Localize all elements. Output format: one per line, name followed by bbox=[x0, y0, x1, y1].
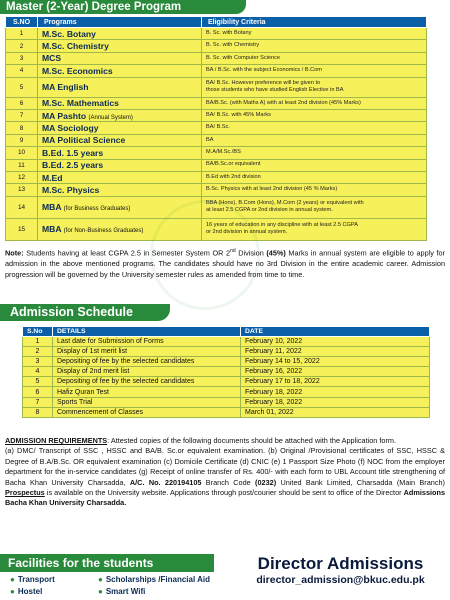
program-name-cell bbox=[38, 147, 202, 159]
program-sno: 8 bbox=[6, 122, 38, 134]
program-sno: 11 bbox=[6, 159, 38, 171]
program-sno: 12 bbox=[6, 171, 38, 183]
eligibility-line: BA/ B.Sc. with 45% Marks bbox=[206, 111, 271, 118]
schedule-header-date: DATE bbox=[241, 327, 430, 337]
program-sno: 14 bbox=[6, 196, 38, 218]
eligibility-line: B. Sc. with Chemistry bbox=[206, 42, 260, 49]
eligibility-line: BA/B.Sc.or equivalent bbox=[206, 161, 261, 168]
program-name: MBA bbox=[42, 224, 62, 235]
bullet-icon: ● bbox=[98, 575, 103, 584]
schedule-sno: 2 bbox=[23, 347, 53, 357]
note-percent: (45%) bbox=[266, 248, 286, 258]
program-name: MBA bbox=[42, 202, 62, 213]
schedule-detail: Hafiz Quran Test bbox=[53, 387, 241, 397]
schedule-detail: Depositing of fee by the selected candidates bbox=[53, 357, 241, 367]
program-name: B.Ed. 2.5 years bbox=[42, 160, 104, 171]
facilities-header: Facilities for the students bbox=[0, 554, 214, 572]
eligibility-cell bbox=[202, 171, 427, 183]
program-row bbox=[6, 184, 427, 196]
eligibility-line: M.A/M.Sc./BS bbox=[206, 149, 241, 156]
eligibility-line: BA bbox=[206, 136, 214, 143]
eligibility-line: 16 years of education in any discipline with at least 2.5 CGPA bbox=[206, 221, 358, 228]
program-name: MA Political Science bbox=[42, 135, 126, 146]
admissions-office: Admissions Bacha Khan University Charsadda. bbox=[5, 488, 445, 508]
director-email[interactable]: director_admission@bkuc.edu.pk bbox=[256, 574, 425, 586]
note-sup: nd bbox=[230, 248, 236, 254]
program-subtitle: (Annual System) bbox=[88, 114, 133, 121]
eligibility-cell bbox=[202, 65, 427, 77]
eligibility-cell bbox=[202, 159, 427, 171]
program-name: MA Pashto bbox=[42, 110, 87, 121]
column-header-eligibility: Eligibility Criteria bbox=[202, 17, 427, 28]
requirements-body-3: United Bank Limited, Charsadda (Main Branch) bbox=[276, 477, 445, 487]
program-sno: 3 bbox=[6, 52, 38, 64]
program-name: MA Sociology bbox=[42, 123, 99, 134]
requirements-intro: : Attested copies of the following documents should be attached with the Application form. bbox=[107, 436, 396, 445]
schedule-row bbox=[23, 347, 430, 357]
schedule-date: February 10, 2022 bbox=[241, 337, 430, 347]
program-subtitle: (for Non-Business Graduates) bbox=[63, 228, 144, 235]
program-name: M.Sc. Botany bbox=[42, 28, 96, 39]
column-header-sno: S.NO bbox=[6, 17, 38, 28]
eligibility-line: BA / B.Sc. with the subject Economics / B.Com bbox=[206, 67, 322, 74]
eligibility-cell bbox=[202, 97, 427, 109]
schedule-header-details: DETAILS bbox=[53, 327, 241, 337]
facility-item-wifi bbox=[98, 587, 145, 596]
program-row bbox=[6, 147, 427, 159]
schedule-detail: Last date for Submission of Forms bbox=[53, 337, 241, 347]
eligibility-line: B.Ed with 2nd division bbox=[206, 173, 261, 180]
program-name: B.Ed. 1.5 years bbox=[42, 147, 104, 158]
schedule-date: February 18, 2022 bbox=[241, 387, 430, 397]
schedule-date: March 01, 2022 bbox=[241, 407, 430, 417]
schedule-section-header: Admission Schedule bbox=[0, 304, 170, 321]
program-row bbox=[6, 52, 427, 64]
eligibility-note bbox=[5, 246, 445, 280]
schedule-table bbox=[22, 326, 430, 418]
program-sno: 13 bbox=[6, 184, 38, 196]
column-header-programs: Programs bbox=[38, 17, 202, 28]
schedule-sno: 8 bbox=[23, 407, 53, 417]
eligibility-line: BA/B.Sc. (with Maths A) with at least 2nd division (45% Marks) bbox=[206, 99, 361, 106]
program-name-cell bbox=[38, 65, 202, 77]
schedule-header-sno: S.No bbox=[23, 327, 53, 337]
facility-label: Transport bbox=[17, 575, 55, 584]
prospectus-label: Prospectus bbox=[5, 488, 45, 498]
schedule-date: February 16, 2022 bbox=[241, 367, 430, 377]
program-sno: 4 bbox=[6, 65, 38, 77]
schedule-sno: 3 bbox=[23, 357, 53, 367]
schedule-date: February 14 to 15, 2022 bbox=[241, 357, 430, 367]
program-row bbox=[6, 122, 427, 134]
requirements-heading: ADMISSION REQUIREMENTS bbox=[5, 436, 108, 445]
schedule-row bbox=[23, 387, 430, 397]
program-section-header: Master (2-Year) Degree Program bbox=[0, 0, 246, 14]
branch-code: (0232) bbox=[255, 477, 277, 487]
schedule-detail: Commencement of Classes bbox=[53, 407, 241, 417]
bullet-icon: ● bbox=[10, 587, 15, 596]
program-name: MCS bbox=[42, 53, 62, 64]
facility-item-hostel bbox=[10, 587, 42, 596]
eligibility-cell bbox=[202, 28, 427, 40]
requirements-body-1: (a) DMC/ Transcript of SSC , HSSC and BA/B. Sc.or equivalent examination. (b) Original /Provisional certificates of SSC, HSSC & Degree of B.A/B.Sc. OR equivalent examination (c) Domicile Certificate (d) CNIC (e) 1 Passport Size Photo (f) NOC from the employer department for the in-service candidates (g) Receipt of online transfer of Rs. 400/- with each form to UBL Account title strengthening of Bacha Khan University Charsadda, bbox=[5, 446, 445, 487]
eligibility-cell bbox=[202, 122, 427, 134]
bullet-icon: ● bbox=[10, 575, 15, 584]
requirements-body-2: Branch Code bbox=[201, 477, 256, 487]
program-row bbox=[6, 97, 427, 109]
program-subtitle: (for Business Graduates) bbox=[63, 206, 131, 213]
director-title: Director Admissions bbox=[257, 554, 424, 573]
program-name: M.Sc. Physics bbox=[42, 184, 100, 195]
program-name-cell bbox=[38, 171, 202, 183]
schedule-sno: 1 bbox=[23, 337, 53, 347]
eligibility-cell bbox=[202, 147, 427, 159]
schedule-row bbox=[23, 337, 430, 347]
schedule-row bbox=[23, 377, 430, 387]
program-row bbox=[6, 28, 427, 40]
schedule-detail: Sports Trial bbox=[53, 397, 241, 407]
program-sno: 10 bbox=[6, 147, 38, 159]
program-name-cell bbox=[38, 134, 202, 146]
program-row bbox=[6, 77, 427, 97]
eligibility-line: B. Sc. with Botany bbox=[206, 29, 252, 36]
bullet-icon: ● bbox=[98, 587, 103, 596]
director-contact bbox=[233, 554, 448, 587]
eligibility-line: those students who have studied English Elective in BA bbox=[206, 87, 344, 94]
facility-item-transport bbox=[10, 575, 55, 584]
schedule-sno: 6 bbox=[23, 387, 53, 397]
program-name: MA English bbox=[42, 82, 89, 93]
program-sno: 2 bbox=[6, 40, 38, 52]
program-name-cell bbox=[38, 77, 202, 97]
eligibility-line: or 2nd division in annual system. bbox=[206, 229, 288, 236]
program-row bbox=[6, 109, 427, 121]
program-name-cell bbox=[38, 109, 202, 121]
eligibility-line: B. Sc. with Computer Science bbox=[206, 54, 280, 61]
schedule-sno: 7 bbox=[23, 397, 53, 407]
program-name-cell bbox=[38, 159, 202, 171]
eligibility-cell bbox=[202, 134, 427, 146]
note-label: Note: bbox=[5, 248, 24, 258]
schedule-table-header-row bbox=[23, 327, 430, 337]
eligibility-line: BA/ B.Sc. bbox=[206, 124, 230, 131]
program-name: M.Ed bbox=[42, 172, 63, 183]
schedule-date: February 17 to 18, 2022 bbox=[241, 377, 430, 387]
program-row bbox=[6, 40, 427, 52]
note-text-2: Division bbox=[235, 248, 267, 258]
program-row bbox=[6, 134, 427, 146]
schedule-row bbox=[23, 397, 430, 407]
schedule-row bbox=[23, 357, 430, 367]
program-sno: 7 bbox=[6, 109, 38, 121]
program-sno: 5 bbox=[6, 77, 38, 97]
program-name: M.Sc. Mathematics bbox=[42, 98, 119, 109]
eligibility-line: at least 2.5 CGPA or 2nd division in annual system. bbox=[206, 207, 333, 214]
schedule-date: February 11, 2022 bbox=[241, 347, 430, 357]
program-name-cell bbox=[38, 122, 202, 134]
facility-item-scholarships bbox=[98, 575, 210, 584]
program-name-cell bbox=[38, 28, 202, 40]
eligibility-cell bbox=[202, 40, 427, 52]
account-number: A/C. No. 220194105 bbox=[129, 477, 202, 487]
facility-label: Smart Wifi bbox=[105, 587, 146, 596]
facility-label: Hostel bbox=[17, 587, 43, 596]
program-row bbox=[6, 159, 427, 171]
eligibility-cell bbox=[202, 77, 427, 97]
schedule-sno: 4 bbox=[23, 367, 53, 377]
program-sno: 1 bbox=[6, 28, 38, 40]
note-text-3: Marks in annual system are eligible to apply for admission in the above mentioned programs. The candidates should have no 3rd Division in the entire academic career. Admission progression will be governed by the University semester rules as amended from time to time. bbox=[5, 248, 446, 279]
schedule-detail: Depositing of fee by the selected candidates bbox=[53, 377, 241, 387]
eligibility-line: BBA (Hons), B.Com (Hons), M.Com (2 years) or equivalent with bbox=[206, 199, 364, 206]
schedule-row bbox=[23, 367, 430, 377]
program-name: M.Sc. Chemistry bbox=[42, 41, 109, 52]
facilities-list bbox=[6, 574, 226, 600]
schedule-row bbox=[23, 407, 430, 417]
eligibility-line: B.Sc. Physics with at least 2nd division (45 % Marks) bbox=[206, 186, 338, 193]
program-sno: 9 bbox=[6, 134, 38, 146]
program-sno: 6 bbox=[6, 97, 38, 109]
requirements-body-4: is available on the University website. Applications through post/courier should be sent to office of the Director bbox=[44, 488, 404, 498]
schedule-date: February 18, 2022 bbox=[241, 397, 430, 407]
schedule-detail: Display of 2nd merit list bbox=[53, 367, 241, 377]
program-row bbox=[6, 171, 427, 183]
program-name-cell bbox=[38, 184, 202, 196]
program-sno: 15 bbox=[6, 218, 38, 240]
programs-table-header-row bbox=[6, 17, 427, 28]
program-row bbox=[6, 65, 427, 77]
program-name-cell bbox=[38, 52, 202, 64]
admission-requirements bbox=[5, 436, 445, 509]
facility-label: Scholarships /Financial Aid bbox=[105, 575, 211, 584]
eligibility-cell bbox=[202, 109, 427, 121]
schedule-sno: 5 bbox=[23, 377, 53, 387]
eligibility-line: BA/ B.Sc. However preference will be given to bbox=[206, 79, 321, 86]
program-name-cell bbox=[38, 40, 202, 52]
eligibility-cell bbox=[202, 184, 427, 196]
program-name: M.Sc. Economics bbox=[42, 65, 113, 76]
eligibility-cell bbox=[202, 52, 427, 64]
schedule-detail: Display of 1st merit list bbox=[53, 347, 241, 357]
program-name-cell bbox=[38, 97, 202, 109]
note-text-1: Students having at least CGPA 2.5 in Semester System OR 2 bbox=[23, 248, 231, 258]
